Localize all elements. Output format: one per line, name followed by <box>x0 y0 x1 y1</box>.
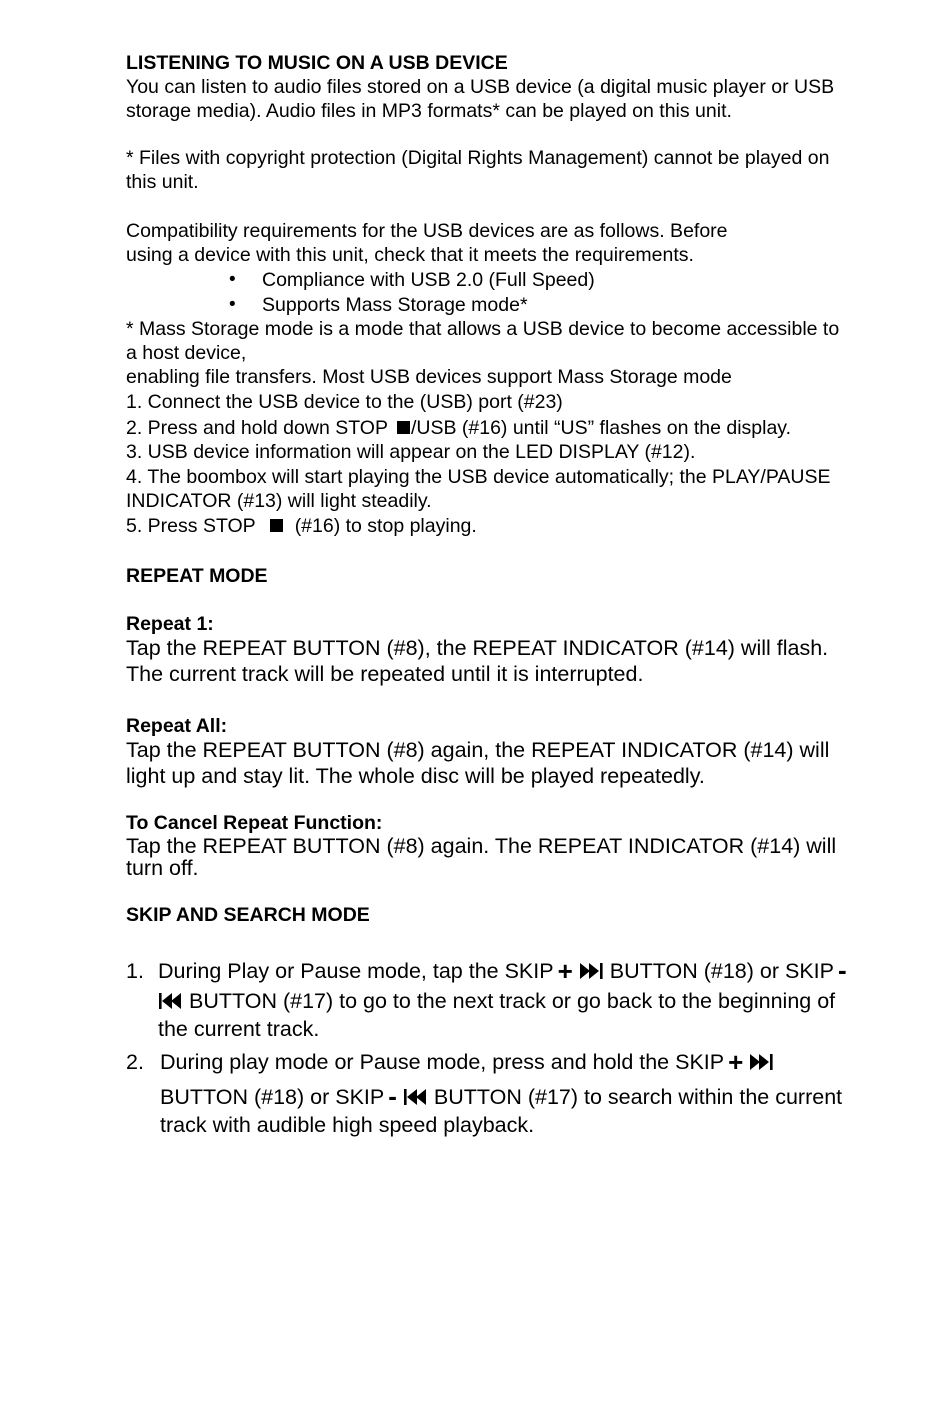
skip-item-1-number: 1. <box>126 959 144 983</box>
skip-item-1-text: BUTTON (#18) or SKIP <box>609 959 834 983</box>
skip-item-1-line-3: the current track. <box>158 1017 320 1041</box>
usb-step-2-prefix: 2. Press and hold down STOP <box>126 417 388 439</box>
skip-forward-icon <box>749 1053 774 1071</box>
usb-step-2-suffix: /USB (#16) until “US” flashes on the display. <box>410 417 792 439</box>
skip-item-2-text: During play mode or Pause mode, press and hold the SKIP <box>160 1050 725 1074</box>
bullet-icon: • <box>229 294 236 315</box>
skip-item-2-line-2 <box>160 1083 842 1111</box>
minus-sign: - <box>837 955 847 985</box>
skip-back-icon <box>158 992 183 1010</box>
usb-intro-line-1: You can listen to audio files stored on a USB device (a digital music player or USB <box>126 76 835 98</box>
skip-item-2-line-1 <box>160 1048 774 1076</box>
skip-forward-icon <box>579 962 604 980</box>
repeat-1-line-2: The current track will be repeated until it is interrupted. <box>126 662 644 686</box>
skip-back-icon <box>403 1088 428 1106</box>
usb-step-5-prefix: 5. Press STOP <box>126 515 256 537</box>
repeat-1-heading: Repeat 1: <box>126 613 214 635</box>
usb-intro-line-2: storage media). Audio files in MP3 formats* can be played on this unit. <box>126 100 732 122</box>
stop-icon <box>397 421 410 434</box>
usb-step-4-line-1: 4. The boombox will start playing the USB device automatically; the PLAY/PAUSE <box>126 466 831 488</box>
repeat-1-line-1: Tap the REPEAT BUTTON (#8), the REPEAT INDICATOR (#14) will flash. <box>126 636 829 660</box>
plus-sign: + <box>557 956 573 986</box>
cancel-repeat-line-1: Tap the REPEAT BUTTON (#8) again. The REPEAT INDICATOR (#14) will <box>126 834 837 858</box>
usb-step-1: 1. Connect the USB device to the (USB) port (#23) <box>126 391 563 413</box>
stop-icon <box>270 519 283 532</box>
mass-storage-note-line-3: enabling file transfers. Most USB devices support Mass Storage mode <box>126 366 732 388</box>
compat-line-2: using a device with this unit, check that it meets the requirements. <box>126 244 694 266</box>
bullet-item: Compliance with USB 2.0 (Full Speed) <box>262 269 595 291</box>
skip-item-1-line-2 <box>158 987 835 1015</box>
usb-step-4-line-2: INDICATOR (#13) will light steadily. <box>126 490 432 512</box>
usb-section-title: LISTENING TO MUSIC ON A USB DEVICE <box>126 52 508 74</box>
skip-item-2-number: 2. <box>126 1050 144 1074</box>
skip-section-title: SKIP AND SEARCH MODE <box>126 904 370 926</box>
repeat-all-line-2: light up and stay lit. The whole disc will be played repeatedly. <box>126 764 705 788</box>
usb-step-2 <box>126 416 791 440</box>
mass-storage-note-line-2: a host device, <box>126 342 247 364</box>
cancel-repeat-line-2: turn off. <box>126 856 199 880</box>
bullet-icon: • <box>229 269 236 290</box>
skip-item-2-text: BUTTON (#17) to search within the current <box>433 1085 843 1109</box>
usb-step-3: 3. USB device information will appear on the LED DISPLAY (#12). <box>126 441 696 463</box>
mass-storage-note-line-1: * Mass Storage mode is a mode that allows a USB device to become accessible to <box>126 318 840 340</box>
drm-note-line-2: this unit. <box>126 171 199 193</box>
skip-item-1-line-1 <box>158 957 853 985</box>
repeat-section-title: REPEAT MODE <box>126 565 268 587</box>
cancel-repeat-heading: To Cancel Repeat Function: <box>126 812 383 834</box>
compat-line-1: Compatibility requirements for the USB devices are as follows. Before <box>126 220 728 242</box>
bullet-item: Supports Mass Storage mode* <box>262 294 528 316</box>
minus-sign: - <box>388 1081 397 1111</box>
plus-sign: + <box>728 1047 744 1077</box>
skip-item-2-text: BUTTON (#18) or SKIP <box>160 1085 385 1109</box>
drm-note-line-1: * Files with copyright protection (Digital Rights Management) cannot be played on <box>126 147 830 169</box>
skip-item-2-line-3: track with audible high speed playback. <box>160 1113 535 1137</box>
skip-item-1-text: BUTTON (#17) to go to the next track or go back to the beginning of <box>188 989 836 1013</box>
repeat-all-heading: Repeat All: <box>126 715 228 737</box>
skip-item-1-text: During Play or Pause mode, tap the SKIP <box>158 959 554 983</box>
repeat-all-line-1: Tap the REPEAT BUTTON (#8) again, the REPEAT INDICATOR (#14) will <box>126 738 830 762</box>
usb-step-5-suffix: (#16) to stop playing. <box>294 515 477 537</box>
usb-step-5 <box>126 514 477 538</box>
